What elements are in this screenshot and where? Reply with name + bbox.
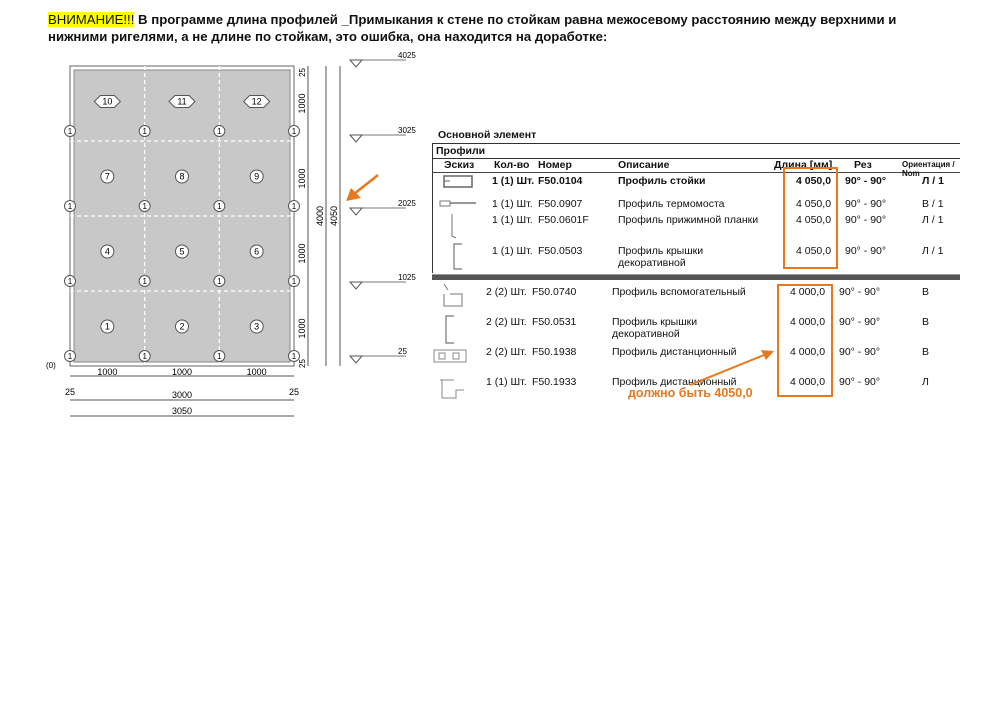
table-row: 1 (1) Шт. F50.1933 Профиль дистанционный 4 000,0 90° - 90° Л [486, 376, 929, 388]
col-sketch: Эскиз [444, 159, 475, 171]
panel-number: 6 [254, 246, 260, 257]
joint-number: 1 [142, 127, 147, 136]
panel-number: 9 [254, 171, 260, 182]
col-orient: Ориентация / Nom [902, 160, 955, 178]
origin-label: (0) [46, 361, 56, 370]
col-cut: Рез [854, 159, 872, 171]
dim-text: 4000 [315, 205, 325, 227]
level-value: 1025 [398, 273, 416, 282]
table-row: 1 (1) Шт. F50.0104 Профиль стойки 4 050,0 90° - 90° Л / 1 [492, 175, 944, 187]
dim-text: 3050 [171, 406, 193, 416]
table-row: 1 (1) Шт. F50.0907 Профиль термомоста 4 050,0 90° - 90° В / 1 [492, 198, 944, 210]
section-title: Основной элемент [438, 129, 537, 141]
level-value: 25 [398, 347, 407, 356]
dim-text: 25 [298, 68, 307, 77]
joint-number: 1 [217, 202, 222, 211]
level-value: 4025 [398, 51, 416, 60]
joint-number: 1 [291, 202, 297, 211]
callout-note: должно быть 4050,0 [628, 386, 753, 400]
joint-number: 1 [291, 277, 297, 286]
panel-number: 2 [179, 321, 185, 332]
dim-text: 1000 [297, 168, 307, 189]
table-row: 2 (2) Шт. F50.0531 Профиль крышки декоративной 4 000,0 90° - 90° В [486, 316, 930, 340]
table-row: 1 (1) Шт. F50.0601F Профиль прижимной планки 4 050,0 90° - 90° Л / 1 [492, 214, 944, 226]
joint-number: 1 [67, 202, 73, 211]
panel-number: 12 [251, 96, 262, 107]
panel-number: 8 [179, 171, 185, 182]
dim-text: 1000 [297, 318, 307, 339]
joint-number: 1 [217, 127, 222, 136]
col-desc: Описание [618, 159, 670, 171]
panel-number: 7 [104, 171, 110, 182]
dim-text: 1000 [171, 367, 193, 377]
level-value: 3025 [398, 126, 416, 135]
joint-number: 1 [142, 277, 147, 286]
joint-number: 1 [67, 277, 73, 286]
dim-text: 25 [64, 387, 76, 397]
arrow-line [354, 175, 378, 194]
arrow-line [690, 355, 764, 385]
dim-text: 4050 [329, 205, 339, 227]
panel-number: 5 [179, 246, 185, 257]
dim-text: 3000 [171, 390, 193, 400]
dim-text: 1000 [297, 93, 307, 114]
panel-number: 4 [104, 246, 110, 257]
col-length: Длина [мм] [774, 159, 833, 171]
joint-number: 1 [217, 277, 222, 286]
panel-number: 1 [104, 321, 110, 332]
panel-number: 11 [177, 96, 187, 107]
joint-number: 1 [217, 352, 222, 361]
level-value: 2025 [398, 199, 416, 208]
dim-text: 25 [298, 359, 307, 368]
panel-number: 10 [102, 96, 113, 107]
warning-highlight: ВНИМАНИЕ!!! [48, 12, 135, 27]
joint-number: 1 [67, 127, 73, 136]
joint-number: 1 [142, 202, 147, 211]
subsection-title: Профили [436, 145, 486, 157]
table-row: 2 (2) Шт. F50.1938 Профиль дистанционный 4 000,0 90° - 90° В [486, 346, 930, 358]
joint-number: 1 [291, 127, 297, 136]
dim-text: 1000 [297, 243, 307, 264]
warning-text: В программе длина профилей _Примыкания к стене по стойкам равна межосевому расстоянию между верхними и нижними ригелями, а не длине по стойкам, это ошибка, она находится на доработке: [48, 12, 897, 44]
table-row: 2 (2) Шт. F50.0740 Профиль вспомогательный 4 000,0 90° - 90° В [486, 286, 930, 298]
joint-number: 1 [291, 352, 297, 361]
col-number: Номер [538, 159, 572, 171]
dim-text: 25 [288, 387, 300, 397]
col-qty: Кол-во [494, 159, 530, 171]
joint-number: 1 [67, 352, 73, 361]
joint-number: 1 [142, 352, 147, 361]
dim-text: 1000 [246, 367, 267, 377]
dim-text: 1000 [97, 367, 118, 377]
table-row: 1 (1) Шт. F50.0503 Профиль крышки декоративной 4 050,0 90° - 90° Л / 1 [492, 245, 944, 269]
panel-number: 3 [254, 321, 260, 332]
